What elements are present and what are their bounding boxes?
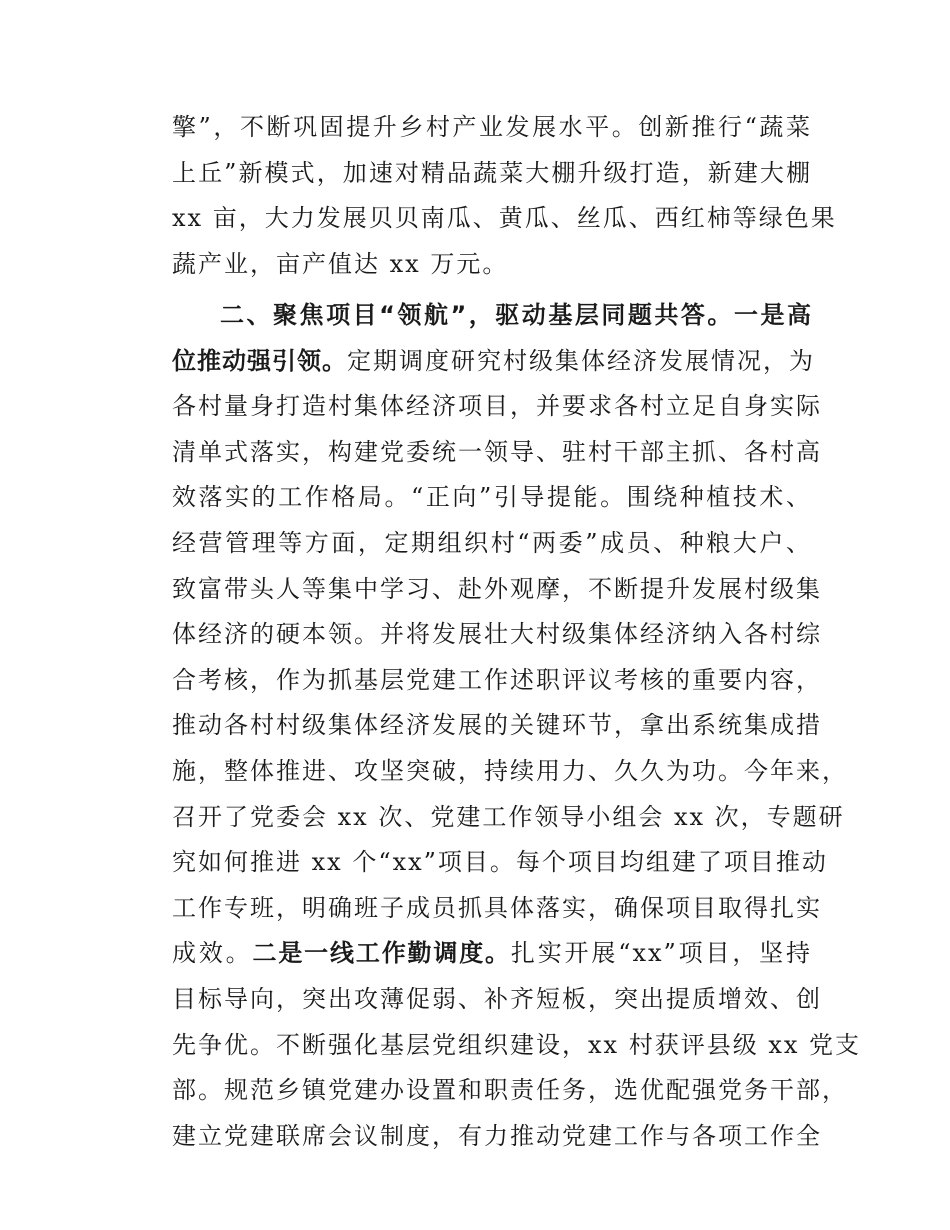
text-span: 成效。 bbox=[172, 939, 253, 968]
text-line: 建立党建联席会议制度，有力推动党建工作与各项工作全 bbox=[172, 1121, 822, 1150]
text-line: 经营管理等方面，定期组织村“两委”成员、种粮大户、 bbox=[172, 528, 812, 557]
text-line: xx 亩，大力发展贝贝南瓜、黄瓜、丝瓜、西红柿等绿色果 bbox=[172, 204, 837, 233]
text-line: 上丘”新模式，加速对精品蔬菜大棚升级打造，新建大棚 bbox=[172, 158, 812, 187]
subheading-bold: 位推动强引领。 bbox=[172, 346, 347, 375]
text-line: 致富带头人等集中学习、赴外观摩，不断提升发展村级集 bbox=[172, 574, 822, 603]
text-line: 擎”，不断巩固提升乡村产业发展水平。创新推行“蔬菜 bbox=[172, 113, 812, 141]
text-line: 体经济的硬本领。并将发展壮大村级集体经济纳入各村综 bbox=[172, 620, 822, 649]
text-line: 召开了党委会 xx 次、党建工作领导小组会 xx 次，专题研 bbox=[172, 802, 845, 831]
text-line: 先争优。不断强化基层党组织建设，xx 村获评县级 xx 党支 bbox=[172, 1030, 862, 1059]
text-line: 工作专班，明确班子成员抓具体落实，确保项目取得扎实 bbox=[172, 893, 822, 922]
text-line bbox=[172, 931, 812, 977]
text-span: 扎实开展“xx”项目，坚持 bbox=[510, 939, 813, 968]
text-line: 施，整体推进、攻坚突破，持续用力、久久为功。今年来， bbox=[172, 756, 848, 785]
text-line: 目标导向，突出攻薄促弱、补齐短板，突出提质增效、创 bbox=[172, 984, 822, 1013]
text-line: 合考核，作为抓基层党建工作述职评议考核的重要内容， bbox=[172, 665, 822, 694]
text-line: 各村量身打造村集体经济项目，并要求各村立足自身实际 bbox=[172, 392, 822, 421]
text-line: 蔬产业，亩产值达 xx 万元。 bbox=[172, 249, 509, 278]
text-span: 定期调度研究村级集体经济发展情况，为 bbox=[347, 346, 815, 375]
text-line: 推动各村村级集体经济发展的关键环节，拿出系统集成措 bbox=[172, 711, 822, 740]
text-line: 清单式落实，构建党委统一领导、驻村干部主抓、各村高 bbox=[172, 437, 822, 466]
subheading-bold: 二是一线工作勤调度。 bbox=[252, 939, 511, 968]
text-line: 究如何推进 xx 个“xx”项目。每个项目均组建了项目推动 bbox=[172, 848, 828, 877]
paragraph-projects bbox=[172, 293, 862, 1159]
text-line bbox=[172, 339, 815, 385]
paragraph-industry bbox=[172, 105, 837, 287]
section-heading: 二、聚焦项目“领航”，驱动基层同题共答。一是高 bbox=[220, 301, 812, 329]
text-line: 部。规范乡镇党建办设置和职责任务，选优配强党务干部， bbox=[172, 1076, 848, 1105]
text-line: 效落实的工作格局。“正向”引导提能。围绕种植技术、 bbox=[172, 483, 812, 512]
